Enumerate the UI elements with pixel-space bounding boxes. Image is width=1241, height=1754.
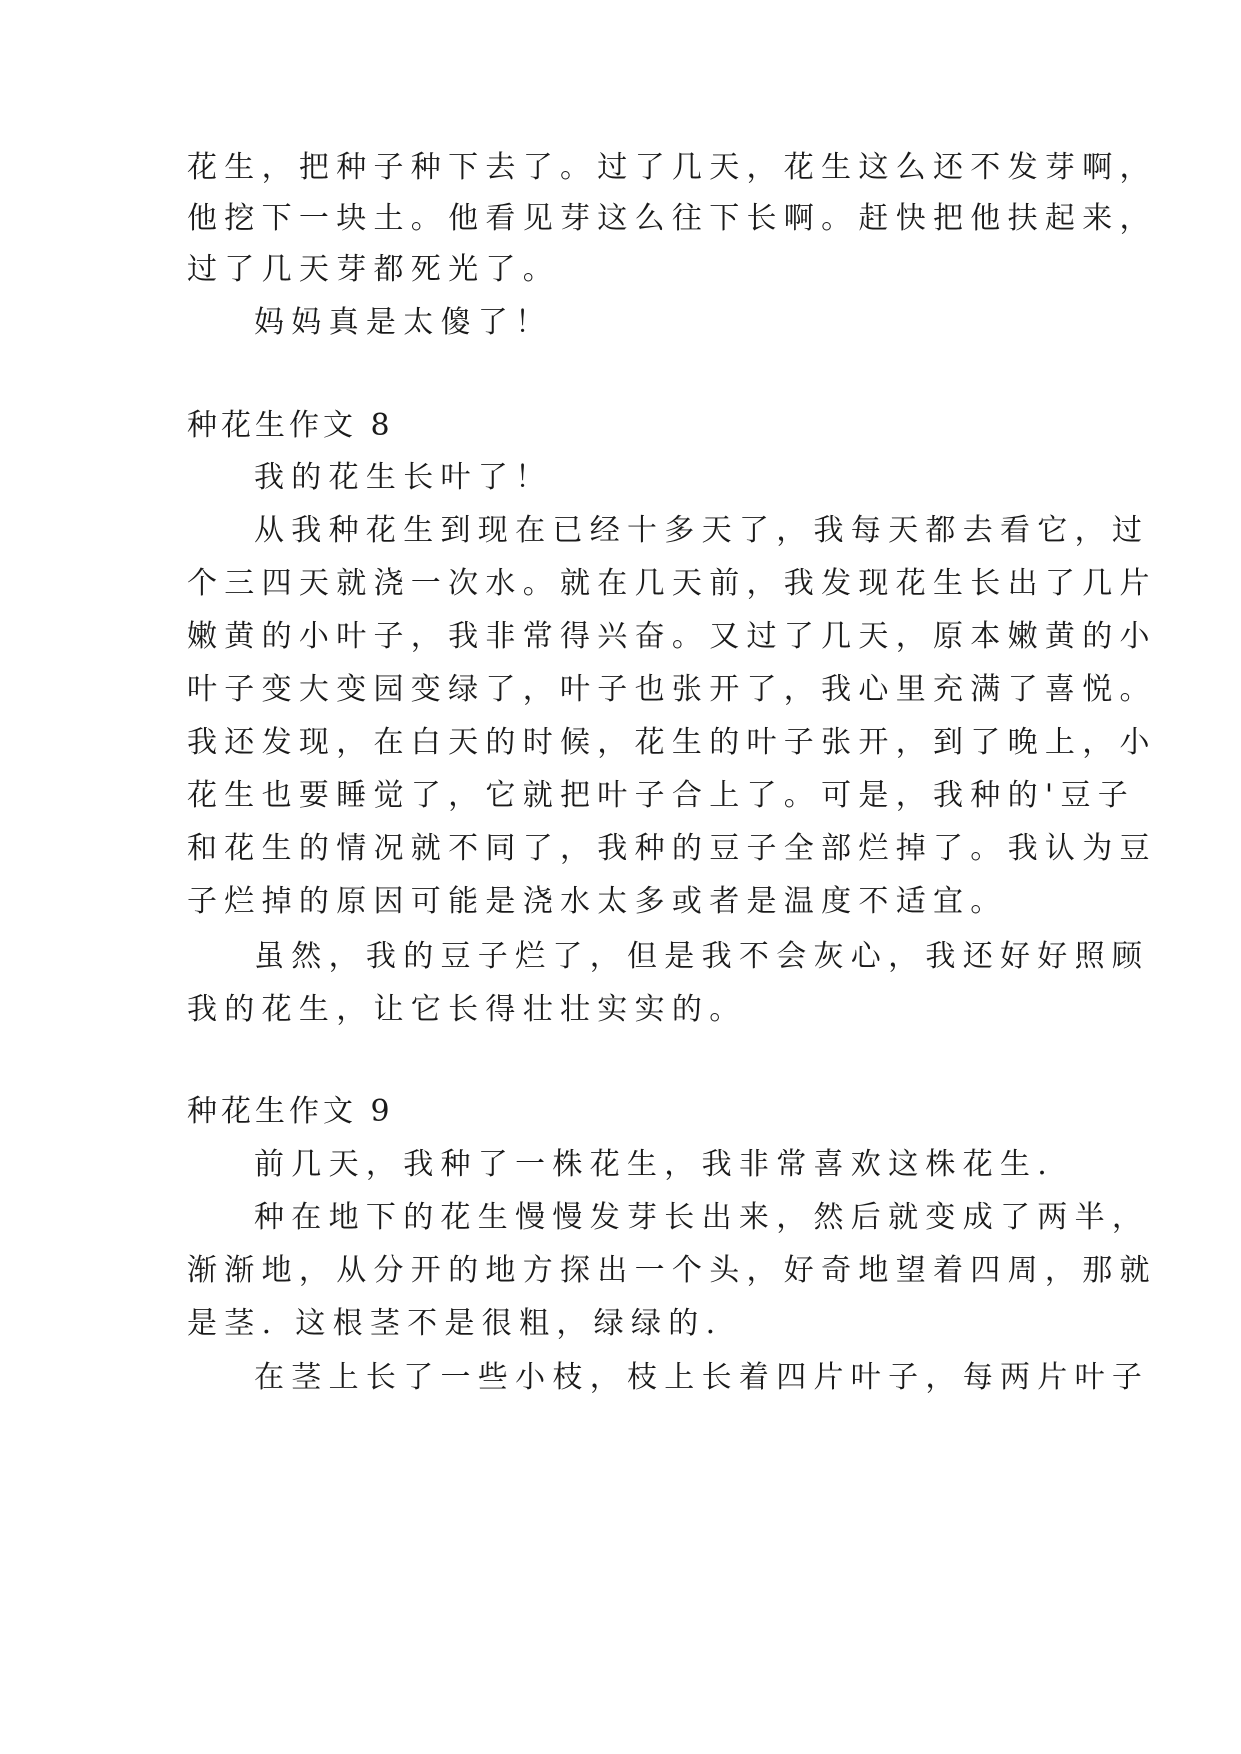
text-line: 过了几天芽都死光了。: [187, 252, 560, 287]
text-line: 我还发现，在白天的时候，花生的叶子张开，到了晚上，小: [187, 725, 1157, 760]
text-line: 花生也要睡觉了，它就把叶子合上了。可是，我种的'豆子: [187, 778, 1136, 813]
text-line: 虽然，我的豆子烂了，但是我不会灰心，我还好好照顾: [254, 939, 1150, 974]
text-line: 渐渐地，从分开的地方探出一个头，好奇地望着四周，那就: [187, 1253, 1157, 1288]
subtitle-line: 我的花生长叶了！: [254, 460, 553, 495]
text-line: 他挖下一块土。他看见芽这么往下长啊。赶快把他扶起来，: [187, 201, 1157, 236]
text-line: 和花生的情况就不同了，我种的豆子全部烂掉了。我认为豆: [187, 831, 1157, 866]
text-line: 子烂掉的原因可能是浇水太多或者是温度不适宜。: [187, 884, 1008, 919]
text-line: 前几天，我种了一株花生，我非常喜欢这株花生.: [254, 1147, 1055, 1182]
text-line: 嫩黄的小叶子，我非常得兴奋。又过了几天，原本嫩黄的小: [187, 619, 1157, 654]
section-heading: 种花生作文 8: [187, 408, 394, 443]
text-line: 花生，把种子种下去了。过了几天，花生这么还不发芽啊，: [187, 150, 1157, 185]
text-line: 种在地下的花生慢慢发芽长出来，然后就变成了两半，: [254, 1200, 1150, 1235]
text-line: 从我种花生到现在已经十多天了，我每天都去看它，过: [254, 513, 1150, 548]
text-line: 在茎上长了一些小枝，枝上长着四片叶子，每两片叶子: [254, 1360, 1150, 1395]
text-line: 是茎. 这根茎不是很粗，绿绿的.: [187, 1306, 723, 1341]
text-line: 叶子变大变园变绿了，叶子也张开了，我心里充满了喜悦。: [187, 672, 1157, 707]
text-line: 个三四天就浇一次水。就在几天前，我发现花生长出了几片: [187, 566, 1157, 601]
text-line: 我的花生，让它长得壮壮实实的。: [187, 992, 747, 1027]
section-heading: 种花生作文 9: [187, 1094, 394, 1129]
closing-line: 妈妈真是太傻了！: [254, 305, 553, 340]
